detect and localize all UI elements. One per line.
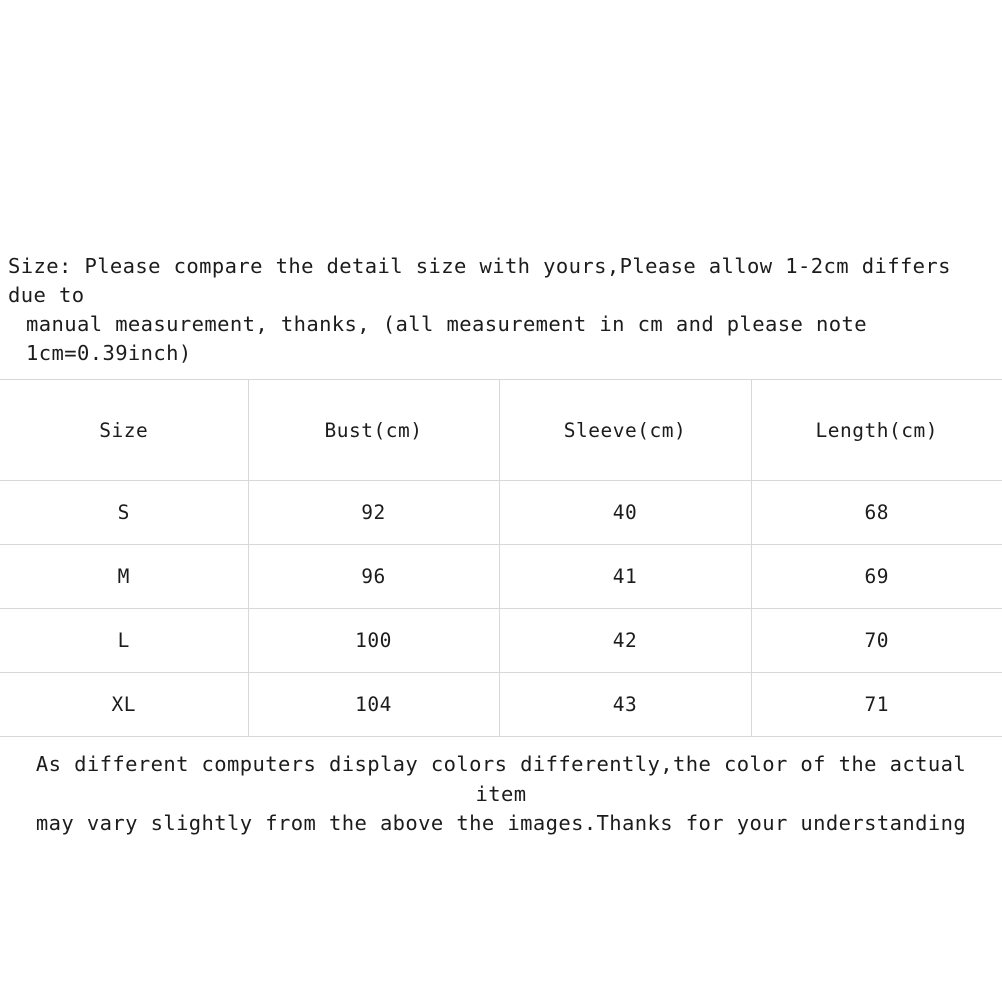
cell-sleeve: 42 [499,609,751,673]
measurement-disclaimer-line1: Size: Please compare the detail size with yours,Please allow 1-2cm differs due to [8,254,951,308]
cell-length: 69 [751,545,1002,609]
column-header-bust: Bust(cm) [248,380,499,481]
cell-sleeve: 41 [499,545,751,609]
size-chart-content [0,252,1002,838]
table-row [0,673,1002,737]
cell-length: 68 [751,481,1002,545]
column-header-size: Size [0,380,248,481]
measurement-disclaimer [0,252,1002,368]
column-header-length: Length(cm) [751,380,1002,481]
cell-size: M [0,545,248,609]
cell-bust: 92 [248,481,499,545]
table-row [0,609,1002,673]
size-table-body [0,481,1002,737]
cell-size: S [0,481,248,545]
cell-size: L [0,609,248,673]
table-row [0,545,1002,609]
measurement-disclaimer-line2: manual measurement, thanks, (all measurement in cm and please note 1cm=0.39inch) [26,312,867,366]
table-row [0,481,1002,545]
cell-bust: 100 [248,609,499,673]
cell-length: 71 [751,673,1002,737]
cell-bust: 104 [248,673,499,737]
cell-length: 70 [751,609,1002,673]
color-disclaimer-line1: As different computers display colors differently,the color of the actual item [35,752,967,806]
cell-size: XL [0,673,248,737]
table-header-row [0,380,1002,481]
color-disclaimer [0,750,1002,837]
cell-bust: 96 [248,545,499,609]
size-table-head [0,380,1002,481]
color-disclaimer-line2: may vary slightly from the above the images.Thanks for your understanding [35,810,967,835]
size-table [0,379,1002,737]
cell-sleeve: 40 [499,481,751,545]
cell-sleeve: 43 [499,673,751,737]
column-header-sleeve: Sleeve(cm) [499,380,751,481]
